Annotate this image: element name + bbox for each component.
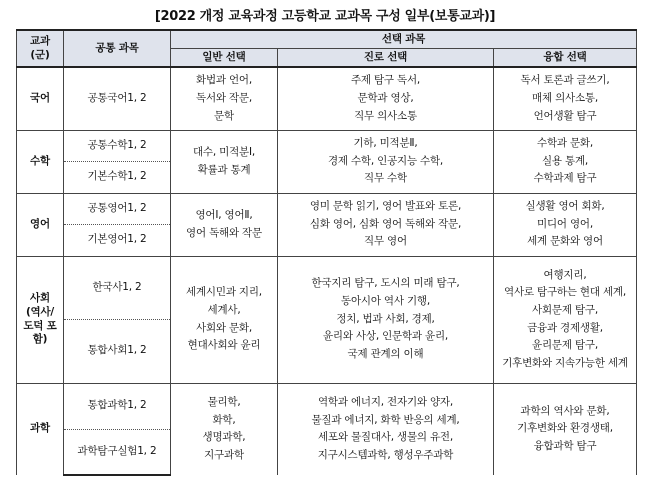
course-name: 정치, 법과 사회, 경제, bbox=[336, 312, 435, 325]
table-row bbox=[17, 193, 637, 224]
course-name: 세포와 물질대사, 생물의 유전, bbox=[317, 431, 453, 444]
course-name: 세계사, bbox=[207, 303, 241, 316]
course-name: 윤리와 사상, 인문학과 윤리, bbox=[322, 330, 449, 343]
course-name: 확률과 통계 bbox=[197, 163, 251, 176]
general-elective-cell bbox=[171, 193, 278, 256]
course-name: 지구과학 bbox=[204, 448, 244, 461]
common-course-cell: 통합사회1, 2 bbox=[64, 319, 171, 383]
course-name: 화학, bbox=[212, 413, 236, 426]
table-title: [2022 개정 교육과정 고등학교 교과목 구성 일부(보통교과)] bbox=[154, 9, 496, 24]
course-name: 영미 문학 읽기, 영어 발표와 토론, bbox=[309, 200, 462, 213]
course-name: 금융과 경제생활, bbox=[527, 321, 603, 334]
course-name: 영어Ⅰ, 영어Ⅱ, bbox=[195, 208, 253, 221]
common-course-cell: 한국사1, 2 bbox=[64, 256, 171, 319]
convergence-elective-cell bbox=[494, 67, 637, 130]
course-name: 물질과 에너지, 화학 반응의 세계, bbox=[311, 413, 460, 426]
course-name: 문학과 영상, bbox=[357, 91, 414, 104]
general-elective-cell bbox=[171, 67, 278, 130]
common-course-cell: 기본수학1, 2 bbox=[64, 161, 171, 193]
course-name: 지구시스템과학, 행성우주과학 bbox=[317, 448, 454, 461]
course-name: 직무 의사소통 bbox=[354, 109, 417, 122]
convergence-elective-cell bbox=[494, 383, 637, 475]
course-name: 사회문제 탐구, bbox=[532, 303, 598, 316]
course-name: 기하, 미적분Ⅱ, bbox=[353, 137, 418, 150]
course-name: 독서와 작문, bbox=[196, 91, 252, 104]
course-name: 생명과학, bbox=[202, 431, 246, 444]
course-name: 역사로 탐구하는 현대 세계, bbox=[504, 286, 626, 299]
area-cell: 수학 bbox=[17, 130, 64, 193]
course-name: 화법과 언어, bbox=[196, 74, 252, 87]
course-name: 역학과 에너지, 전자기와 양자, bbox=[317, 395, 453, 408]
career-elective-cell bbox=[278, 256, 494, 383]
career-elective-cell bbox=[278, 130, 494, 193]
course-name: 문학 bbox=[214, 109, 234, 122]
career-elective-cell bbox=[278, 193, 494, 256]
course-name: 동아시아 역사 기행, bbox=[341, 295, 430, 308]
header-common: 공통 과목 bbox=[64, 30, 171, 67]
table-body bbox=[17, 67, 637, 475]
course-name: 세계시민과 지리, bbox=[186, 286, 262, 299]
course-name: 경제 수학, 인공지능 수학, bbox=[327, 154, 444, 167]
course-name: 직무 수학 bbox=[364, 172, 407, 185]
course-name: 사회와 문화, bbox=[196, 321, 252, 334]
header-career: 진로 선택 bbox=[278, 49, 494, 68]
common-course-cell: 기본영어1, 2 bbox=[64, 224, 171, 256]
general-elective-cell bbox=[171, 130, 278, 193]
course-name: 주제 탐구 독서, bbox=[350, 74, 421, 87]
course-name: 매체 의사소통, bbox=[532, 91, 598, 104]
convergence-elective-cell bbox=[494, 193, 637, 256]
common-course-cell: 통합과학1, 2 bbox=[64, 383, 171, 429]
course-name: 한국지리 탐구, 도시의 미래 탐구, bbox=[311, 277, 460, 290]
common-course-cell: 공통수학1, 2 bbox=[64, 130, 171, 161]
career-elective-cell bbox=[278, 67, 494, 130]
course-name: 수학과 문화, bbox=[537, 137, 594, 150]
header-elective: 선택 과목 bbox=[171, 30, 637, 49]
convergence-elective-cell bbox=[494, 130, 637, 193]
area-cell: 국어 bbox=[17, 67, 64, 130]
course-name: 미디어 영어, bbox=[537, 217, 594, 230]
course-name: 윤리문제 탐구, bbox=[532, 339, 598, 352]
general-elective-cell bbox=[171, 383, 278, 475]
curriculum-table bbox=[16, 29, 637, 476]
course-name: 수학과제 탐구 bbox=[533, 172, 597, 185]
table-row bbox=[17, 383, 637, 429]
course-name: 국제 관계의 이해 bbox=[347, 347, 424, 360]
course-name: 현대사회와 윤리 bbox=[187, 339, 261, 352]
career-elective-cell bbox=[278, 383, 494, 475]
general-elective-cell bbox=[171, 256, 278, 383]
course-name: 심화 영어, 심화 영어 독해와 작문, bbox=[309, 217, 462, 230]
course-name: 융합과학 탐구 bbox=[533, 440, 597, 453]
course-name: 기후변화와 지속가능한 세계 bbox=[502, 356, 628, 369]
course-name: 과학의 역사와 문화, bbox=[520, 404, 610, 417]
course-name: 직무 영어 bbox=[364, 235, 407, 248]
table-row bbox=[17, 67, 637, 130]
course-name: 여행지리, bbox=[543, 268, 587, 281]
convergence-elective-cell bbox=[494, 256, 637, 383]
course-name: 독서 토론과 글쓰기, bbox=[520, 74, 610, 87]
common-course-cell: 공통영어1, 2 bbox=[64, 193, 171, 224]
area-cell: 과학 bbox=[17, 383, 64, 475]
common-course-cell: 공통국어1, 2 bbox=[64, 67, 171, 130]
common-course-cell: 과학탐구실험1, 2 bbox=[64, 429, 171, 475]
table-row bbox=[17, 256, 637, 319]
header-general: 일반 선택 bbox=[171, 49, 278, 68]
header-area: 교과 (군) bbox=[17, 30, 64, 67]
course-name: 영어 독해와 작문 bbox=[186, 226, 262, 239]
course-name: 물리학, bbox=[207, 395, 241, 408]
course-name: 실용 통계, bbox=[541, 154, 589, 167]
area-cell: 사회 (역사/ 도덕 포 함) bbox=[17, 256, 64, 383]
course-name: 대수, 미적분Ⅰ, bbox=[192, 145, 256, 158]
area-cell: 영어 bbox=[17, 193, 64, 256]
course-name: 언어생활 탐구 bbox=[533, 109, 597, 122]
table-row bbox=[17, 130, 637, 161]
course-name: 실생활 영어 회화, bbox=[525, 200, 605, 213]
course-name: 세계 문화와 영어 bbox=[527, 235, 603, 248]
header-convergence: 융합 선택 bbox=[494, 49, 637, 68]
course-name: 기후변화와 환경생태, bbox=[517, 422, 613, 435]
